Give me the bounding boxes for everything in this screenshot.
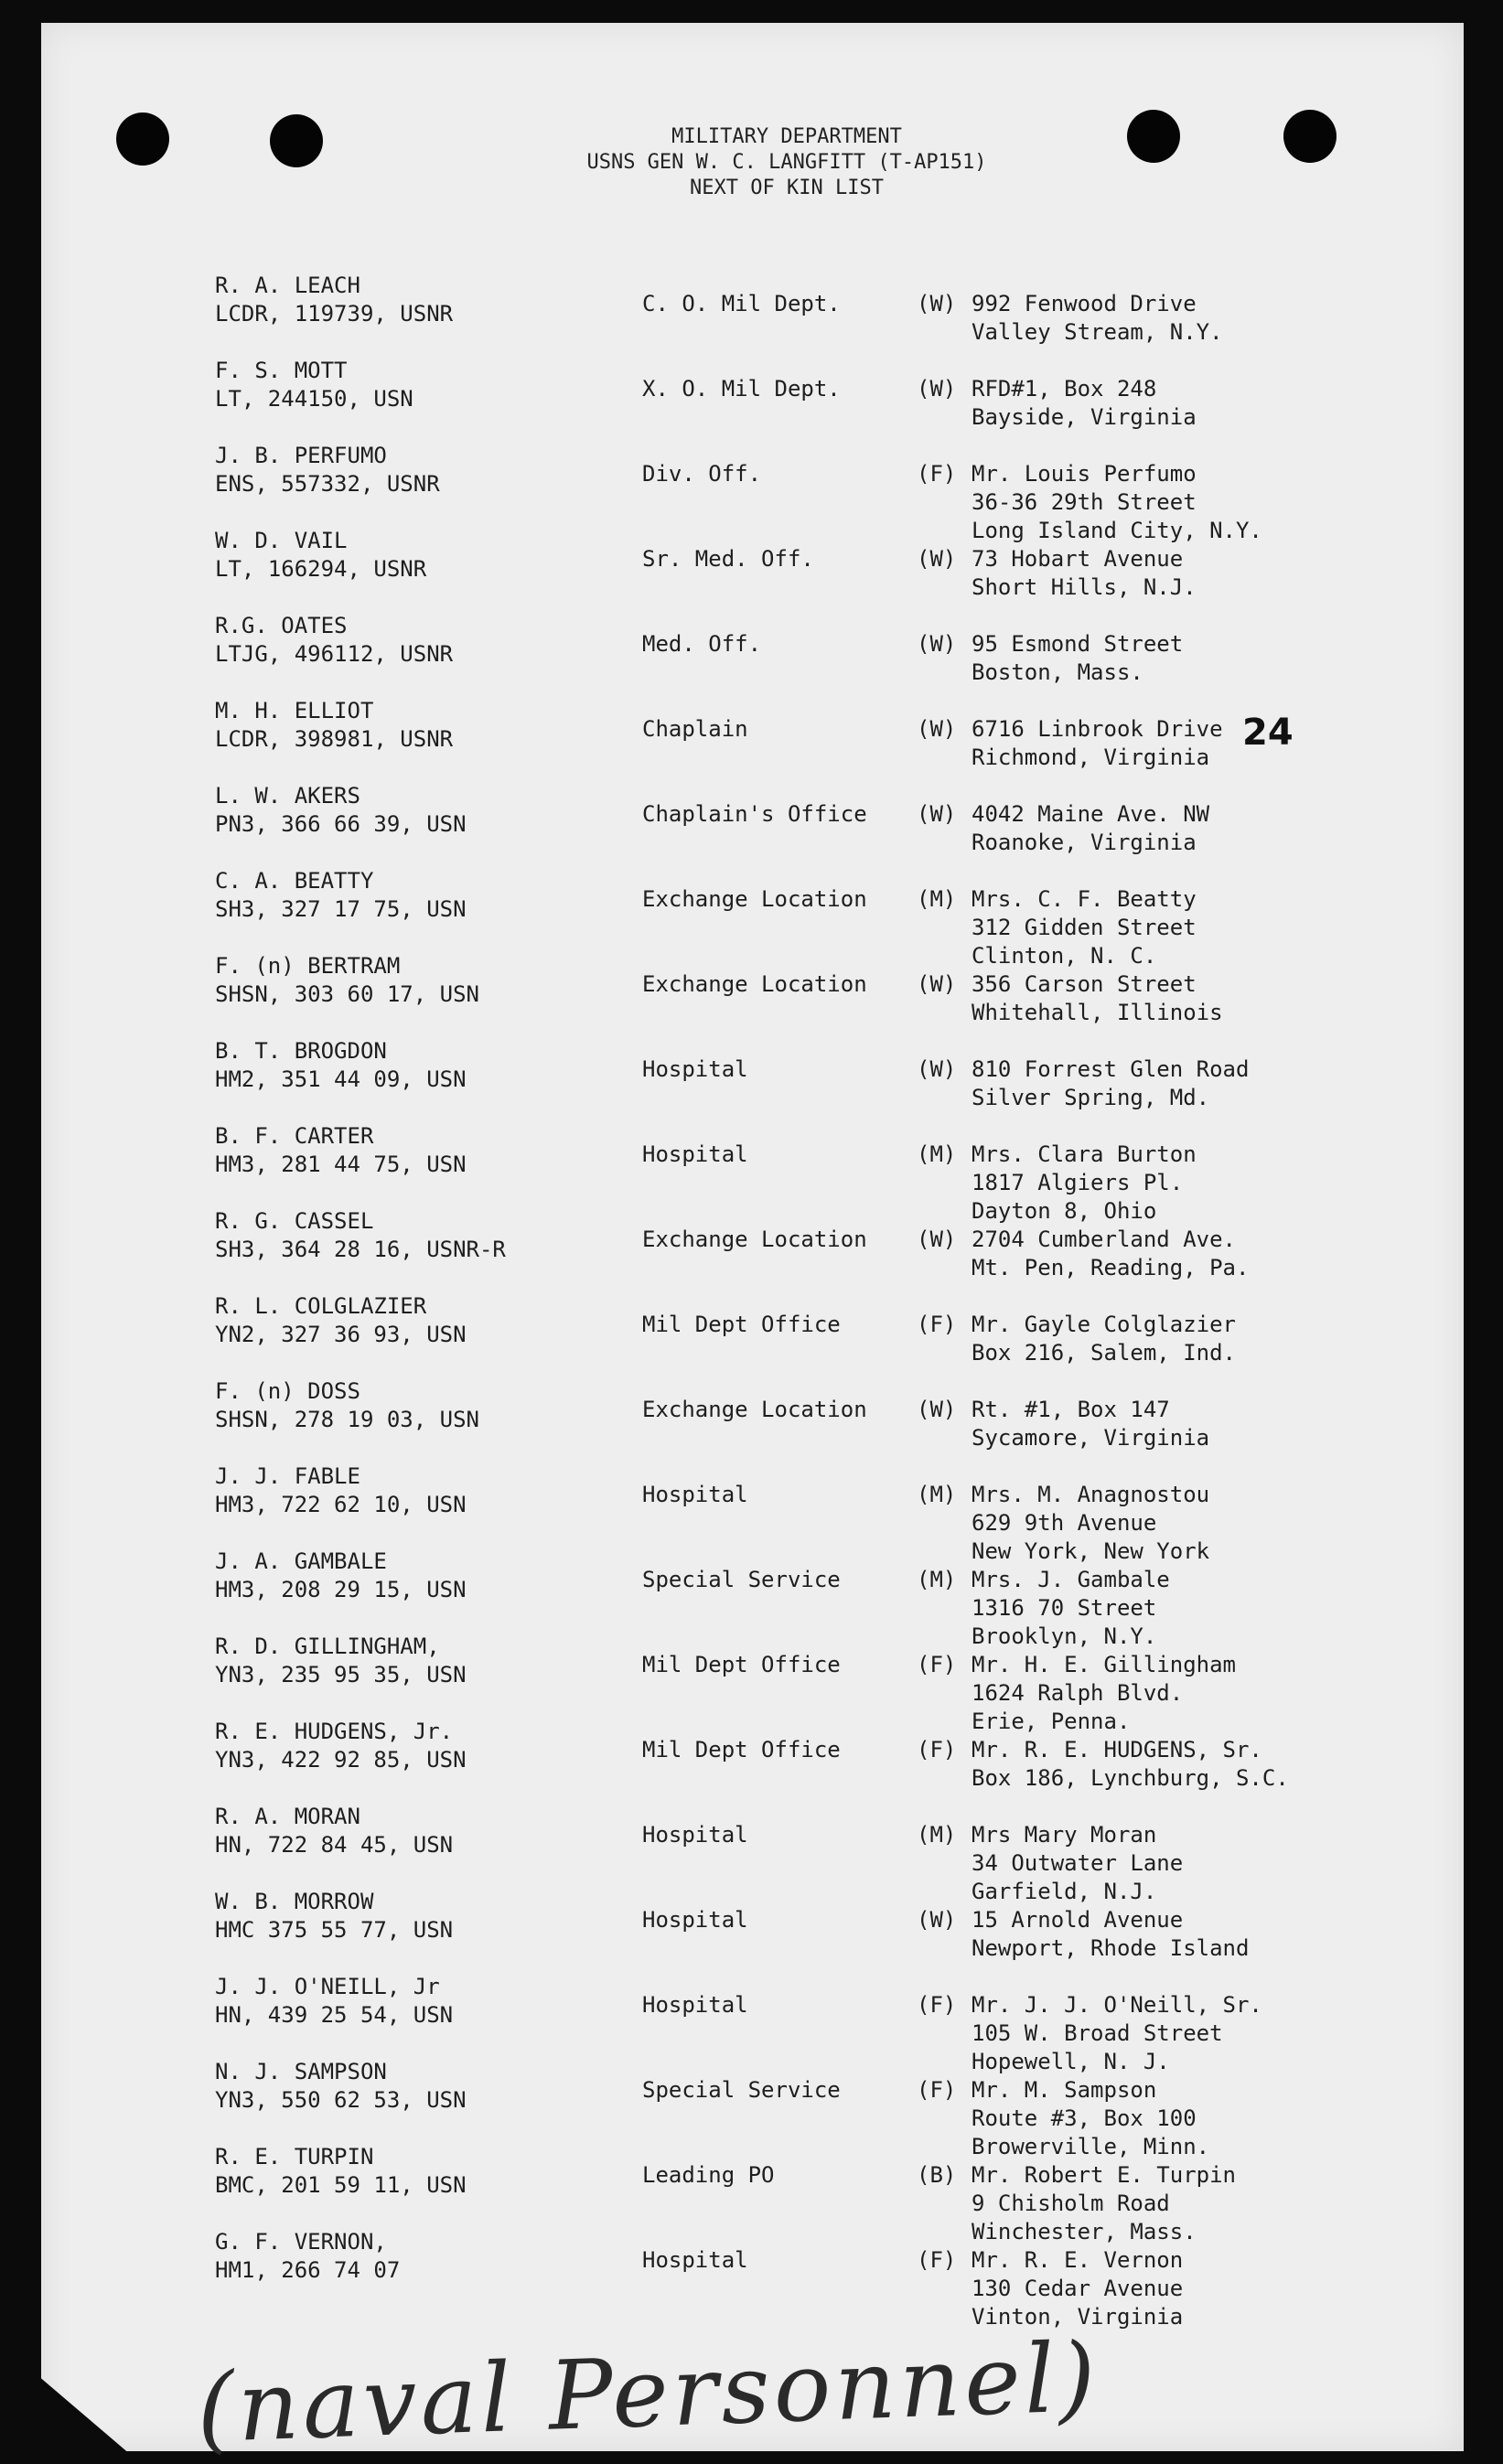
relationship-code: (M) [917,1567,957,1592]
address-line: 810 Forrest Glen Road [972,1056,1250,1082]
page-number: 24 [1242,712,1294,754]
address-line: Mr. R. E. Vernon [972,2247,1184,2273]
address-line: 15 Arnold Avenue [972,1907,1184,1933]
punch-hole-left-2 [270,114,323,167]
address-line: Box 216, Salem, Ind. [972,1340,1236,1366]
personnel-name: J. J. O'NEILL, Jr [215,1974,440,1999]
relationship-code: (W) [917,1907,957,1933]
billet: Chaplain's Office [642,801,867,827]
kin-address [972,1906,1249,1963]
personnel-name: R. L. COLGLAZIER [215,1293,427,1319]
billet: Hospital [642,2247,748,2273]
address-line: 1624 Ralph Blvd. [972,1680,1184,1706]
handwritten-signature: (naval Personnel) [195,2320,1101,2464]
address-line: 105 W. Broad Street [972,2020,1223,2046]
rank-service-number: LTJG, 496112, USNR [215,641,454,667]
address-line: 6716 Linbrook Drive [972,716,1223,742]
address-line: 992 Fenwood Drive [972,291,1197,316]
billet: Leading PO [642,2162,775,2188]
address-line: 34 Outwater Lane [972,1850,1184,1876]
relationship-code: (W) [917,1397,957,1422]
rank-service-number: LCDR, 119739, USNR [215,301,454,327]
kin-address [972,970,1223,1027]
punch-hole-left-1 [116,112,169,166]
address-line: Mrs. J. Gambale [972,1567,1170,1592]
address-line: Boston, Mass. [972,659,1143,685]
billet: Exchange Location [642,1227,867,1252]
relationship-code: (M) [917,1482,957,1507]
personnel-name: C. A. BEATTY [215,868,374,894]
personnel-name: J. B. PERFUMO [215,443,387,468]
address-line: 130 Cedar Avenue [972,2276,1184,2301]
kin-address [972,885,1197,970]
billet: Hospital [642,1992,748,2018]
address-line: 629 9th Avenue [972,1510,1157,1536]
rank-service-number: HN, 439 25 54, USN [215,2002,454,2028]
rank-service-number: LT, 166294, USNR [215,556,427,582]
address-line: 4042 Maine Ave. NW [972,801,1210,827]
punch-hole-right-1 [1127,110,1180,163]
relationship-code: (W) [917,546,957,572]
address-line: Mrs Mary Moran [972,1822,1157,1848]
personnel-name: R. E. HUDGENS, Jr. [215,1719,454,1744]
address-line: Box 186, Lynchburg, S.C. [972,1765,1289,1791]
billet: Hospital [642,1907,748,1933]
personnel-name: W. B. MORROW [215,1889,374,1914]
rank-service-number: HN, 722 84 45, USN [215,1832,454,1858]
address-line: Richmond, Virginia [972,745,1210,770]
personnel-name: B. T. BROGDON [215,1038,387,1064]
relationship-code: (B) [917,2162,957,2188]
address-line: Rt. #1, Box 147 [972,1397,1170,1422]
address-line: Dayton 8, Ohio [972,1198,1157,1224]
billet: Exchange Location [642,886,867,912]
kin-address [972,1566,1170,1651]
rank-service-number: HMC 375 55 77, USN [215,1917,454,1943]
kin-address [972,1226,1249,1282]
relationship-code: (F) [917,1312,957,1337]
rank-service-number: SHSN, 278 19 03, USN [215,1407,479,1432]
department-title: MILITARY DEPARTMENT [671,125,902,148]
address-line: 73 Hobart Avenue [972,546,1184,572]
relationship-code: (F) [917,1737,957,1762]
relationship-code: (W) [917,1056,957,1082]
kin-address [972,545,1197,602]
rank-service-number: BMC, 201 59 11, USN [215,2172,467,2198]
rank-service-number: ENS, 557332, USNR [215,471,440,497]
address-line: 95 Esmond Street [972,631,1184,657]
billet: Mil Dept Office [642,1652,841,1677]
billet: Mil Dept Office [642,1312,841,1337]
personnel-name: J. J. FABLE [215,1463,360,1489]
address-line: 9 Chisholm Road [972,2191,1170,2216]
rank-service-number: LCDR, 398981, USNR [215,726,454,752]
relationship-code: (M) [917,886,957,912]
address-line: Browerville, Minn. [972,2134,1210,2159]
kin-address [972,1821,1183,1906]
personnel-name: F. S. MOTT [215,358,348,383]
relationship-code: (W) [917,1227,957,1252]
relationship-code: (W) [917,376,957,402]
address-line: Clinton, N. C. [972,943,1157,969]
address-line: Route #3, Box 100 [972,2105,1197,2131]
kin-address [972,1991,1262,2076]
rank-service-number: YN3, 422 92 85, USN [215,1747,467,1773]
address-line: Hopewell, N. J. [972,2049,1170,2074]
address-line: Mr. M. Sampson [972,2077,1157,2103]
relationship-code: (W) [917,631,957,657]
relationship-code: (W) [917,716,957,742]
billet: Mil Dept Office [642,1737,841,1762]
address-line: Mr. Louis Perfumo [972,461,1197,487]
address-line: Short Hills, N.J. [972,574,1197,600]
address-line: Mrs. C. F. Beatty [972,886,1197,912]
relationship-code: (F) [917,1652,957,1677]
punch-hole-right-2 [1283,110,1337,163]
personnel-name: W. D. VAIL [215,528,348,553]
kin-address [972,2161,1236,2246]
kin-address [972,1055,1249,1112]
list-title: NEXT OF KIN LIST [690,177,884,199]
personnel-name: R. A. LEACH [215,273,360,298]
kin-address [972,460,1262,545]
personnel-name: N. J. SAMPSON [215,2059,387,2084]
kin-address [972,1141,1197,1226]
address-line: Mrs. M. Anagnostou [972,1482,1210,1507]
address-line: Whitehall, Illinois [972,1000,1223,1025]
rank-service-number: HM3, 208 29 15, USN [215,1577,467,1602]
address-line: Garfield, N.J. [972,1879,1157,1904]
kin-address [972,1651,1236,1736]
billet: Exchange Location [642,1397,867,1422]
rank-service-number: LT, 244150, USN [215,386,413,412]
personnel-name: R. D. GILLINGHAM, [215,1634,440,1659]
address-line: Vinton, Virginia [972,2304,1184,2330]
address-line: Brooklyn, N.Y. [972,1623,1157,1649]
relationship-code: (W) [917,291,957,316]
relationship-code: (F) [917,2077,957,2103]
relationship-code: (F) [917,2247,957,2273]
kin-address [972,1311,1236,1367]
personnel-name: R. E. TURPIN [215,2144,374,2169]
kin-address [972,1396,1209,1452]
relationship-code: (M) [917,1822,957,1848]
address-line: RFD#1, Box 248 [972,376,1157,402]
address-line: 356 Carson Street [972,971,1197,997]
kin-address [972,715,1223,772]
personnel-name: B. F. CARTER [215,1123,374,1149]
address-line: Mt. Pen, Reading, Pa. [972,1255,1250,1280]
address-line: Mr. R. E. HUDGENS, Sr. [972,1737,1262,1762]
rank-service-number: YN3, 550 62 53, USN [215,2087,467,2113]
rank-service-number: HM3, 722 62 10, USN [215,1492,467,1517]
address-line: New York, New York [972,1538,1210,1564]
personnel-name: R. G. CASSEL [215,1208,374,1234]
address-line: Long Island City, N.Y. [972,518,1262,543]
address-line: Mr. H. E. Gillingham [972,1652,1236,1677]
billet: Chaplain [642,716,748,742]
rank-service-number: SHSN, 303 60 17, USN [215,981,479,1007]
relationship-code: (M) [917,1141,957,1167]
relationship-code: (F) [917,1992,957,2018]
billet: X. O. Mil Dept. [642,376,841,402]
rank-service-number: HM2, 351 44 09, USN [215,1066,467,1092]
rank-service-number: YN2, 327 36 93, USN [215,1322,467,1347]
address-line: Newport, Rhode Island [972,1935,1250,1961]
kin-address [972,1481,1209,1566]
ship-name: USNS GEN W. C. LANGFITT (T-AP151) [586,151,987,174]
address-line: Winchester, Mass. [972,2219,1197,2244]
address-line: Mr. Robert E. Turpin [972,2162,1236,2188]
billet: Hospital [642,1056,748,1082]
address-line: 36-36 29th Street [972,489,1197,515]
billet: Hospital [642,1482,748,1507]
address-line: 312 Gidden Street [972,915,1197,940]
relationship-code: (W) [917,801,957,827]
billet: Hospital [642,1822,748,1848]
billet: Special Service [642,1567,841,1592]
personnel-name: G. F. VERNON, [215,2229,387,2255]
billet: Special Service [642,2077,841,2103]
address-line: Sycamore, Virginia [972,1425,1210,1451]
address-line: Mr. Gayle Colglazier [972,1312,1236,1337]
address-line: Valley Stream, N.Y. [972,319,1223,345]
billet: Sr. Med. Off. [642,546,814,572]
address-line: Roanoke, Virginia [972,830,1197,855]
personnel-name: L. W. AKERS [215,783,360,809]
rank-service-number: HM3, 281 44 75, USN [215,1152,467,1177]
address-line: 1817 Algiers Pl. [972,1170,1184,1195]
personnel-name: R.G. OATES [215,613,348,638]
rank-service-number: SH3, 364 28 16, USNR-R [215,1237,506,1262]
billet: C. O. Mil Dept. [642,291,841,316]
kin-address [972,2246,1183,2331]
rank-service-number: HM1, 266 74 07 [215,2257,401,2283]
kin-address [972,290,1223,347]
rank-service-number: YN3, 235 95 35, USN [215,1662,467,1687]
personnel-name: F. (n) BERTRAM [215,953,401,979]
kin-address [972,800,1209,857]
address-line: Mr. J. J. O'Neill, Sr. [972,1992,1262,2018]
rank-service-number: SH3, 327 17 75, USN [215,896,467,922]
kin-address [972,375,1197,432]
personnel-name: F. (n) DOSS [215,1378,360,1404]
address-line: Mrs. Clara Burton [972,1141,1197,1167]
kin-address [972,2076,1209,2161]
rank-service-number: PN3, 366 66 39, USN [215,811,467,837]
personnel-name: R. A. MORAN [215,1804,360,1829]
address-line: Bayside, Virginia [972,404,1197,430]
kin-address [972,630,1183,687]
address-line: Silver Spring, Md. [972,1085,1210,1110]
billet: Med. Off. [642,631,762,657]
billet: Exchange Location [642,971,867,997]
billet: Hospital [642,1141,748,1167]
kin-address [972,1736,1289,1793]
address-line: Erie, Penna. [972,1709,1131,1734]
relationship-code: (W) [917,971,957,997]
document-header [512,124,1061,201]
address-line: 1316 70 Street [972,1595,1157,1621]
relationship-code: (F) [917,461,957,487]
personnel-name: M. H. ELLIOT [215,698,374,723]
address-line: 2704 Cumberland Ave. [972,1227,1236,1252]
billet: Div. Off. [642,461,762,487]
personnel-name: J. A. GAMBALE [215,1548,387,1574]
